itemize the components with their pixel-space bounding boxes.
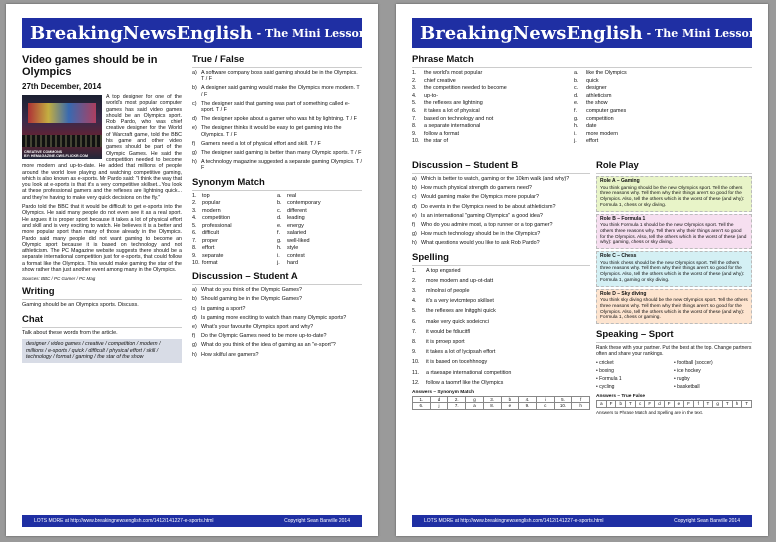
answer-cell: 1. — [413, 397, 431, 404]
answer-cell: 8. — [484, 403, 502, 410]
section-heading-role-play: Role Play — [596, 160, 752, 174]
discussion-question — [412, 204, 590, 210]
discussion-question — [192, 352, 362, 358]
true-false-item — [192, 70, 362, 82]
phrase-end: effort — [586, 138, 599, 145]
answer-cell: j — [431, 403, 449, 410]
item-number: f. — [277, 230, 281, 237]
item-number: 5. — [412, 100, 417, 107]
spelling-text: a rtaesape international competition — [426, 369, 512, 376]
true-false-item — [192, 125, 362, 137]
item-number: d. — [277, 215, 282, 222]
item-number: e. — [574, 100, 579, 107]
answer-cell: T — [626, 401, 636, 408]
phrase-end: date — [586, 123, 597, 130]
discussion-a-list — [192, 287, 362, 358]
answer-cell: g — [713, 401, 723, 408]
item-letter: f) — [192, 333, 196, 340]
item-number: d. — [574, 92, 579, 99]
item-number: f. — [574, 107, 577, 114]
article-sources: Sources: BBC / PC Gamer / PC Mag — [22, 276, 96, 282]
spelling-text: it is prroep sport — [426, 338, 465, 345]
item-number: 6. — [412, 107, 417, 114]
phrase-end: like the Olympics — [586, 70, 627, 76]
phrase-end: more modern — [586, 130, 619, 137]
answer-cell: b — [616, 401, 626, 408]
role-card — [596, 251, 752, 287]
role-card — [596, 289, 752, 325]
true-false-item — [192, 116, 362, 122]
spelling-item — [412, 349, 590, 355]
item-letter: g) — [412, 231, 417, 238]
answer-cell: f — [572, 397, 590, 404]
item-text: Which is better to watch, gaming or the 10km walk (and why)? — [421, 176, 570, 182]
discussion-spelling-column — [412, 160, 590, 510]
true-false-list — [192, 70, 362, 172]
chat-word-box: designer / video games / creative / competition / modern / millions / e-sports / quick / difficult / physical effort / skill / technology / format / gaming / the star of the show — [22, 339, 182, 363]
role-card — [596, 214, 752, 250]
item-number: g. — [277, 237, 282, 244]
synonym-answers-grid — [412, 396, 590, 410]
spelling-item — [412, 380, 590, 386]
phrase-end: the show — [586, 100, 608, 107]
speaking-option: • basketball — [674, 384, 752, 390]
footer-bar — [412, 515, 752, 527]
answer-cell: c — [537, 403, 555, 410]
site-brand: BreakingNewsEnglish — [30, 22, 253, 44]
header-banner — [412, 18, 757, 48]
synonym-match: salaried — [287, 230, 307, 237]
lesson-page-2 — [396, 4, 768, 536]
item-letter: g) — [192, 342, 197, 349]
item-number: a. — [277, 192, 282, 199]
spelling-text: make very quick sodeicnci — [426, 318, 489, 325]
photo-credit: CREATIVE COMMONS BY: HEMAGAZINE.CWS.FLICKR.COM — [24, 150, 89, 158]
answer-cell: T — [742, 401, 752, 408]
answer-cell: T — [704, 401, 714, 408]
item-text: How much physical strength do gamers need? — [421, 185, 532, 192]
item-number: 7. — [412, 115, 417, 122]
answer-cell: f — [694, 401, 704, 408]
item-text: A technology magazine suggested a separate gaming Olympics. T / F — [201, 159, 362, 172]
synonym-word: modern — [202, 207, 221, 214]
answer-cell: c — [636, 401, 646, 408]
spelling-item — [412, 288, 590, 294]
synonym-word: professional — [202, 222, 232, 229]
item-letter: h) — [192, 351, 197, 358]
item-text: Is an international "gaming Olympics" a good idea? — [421, 212, 543, 219]
answers-note: Answers to Phrase Match and Spelling are in the text. — [596, 409, 704, 415]
discussion-question — [412, 185, 590, 191]
synonym-word: popular — [202, 200, 221, 207]
discussion-question — [412, 176, 590, 182]
item-letter: f) — [192, 140, 196, 147]
item-number: 7. — [412, 328, 417, 335]
speaking-option: • ice hockey — [674, 368, 752, 374]
article-paragraph: Pardo told the BBC that it would be difficult to get e-sports into the Olympics. He said many people do not even see it as a real sport. He argues it is proper sport because it takes a lot of physical effort and skill and is very exciting to watch. He believes it is a better and more popular sport than many of those already in the Olympics. Pardo said many people did not want gaming to become an Olympic sport because it is based on technology and not athleticism. The PC Magazine website suggests there should be a separate international competition just for e-sports, that could follow a format like the Olympics. This would make gaming the star of the show rather than just another event among many in the Olympics. — [22, 204, 182, 274]
phrase-match-grid — [412, 70, 752, 144]
item-letter: d) — [412, 203, 417, 210]
phrase-start: it takes a lot of physical — [424, 107, 480, 114]
true-false-item — [192, 150, 362, 156]
answer-cell: T — [723, 401, 733, 408]
synonym-match: different — [287, 207, 307, 214]
item-number: 2. — [412, 77, 417, 84]
spelling-text: it would be fdiucitfl — [426, 328, 471, 335]
synonym-word: separate — [202, 252, 224, 259]
synonym-answers-title: Answers – Synonym Match — [412, 389, 475, 395]
discussion-question — [192, 287, 362, 293]
item-number: i. — [277, 252, 280, 259]
discussion-question — [192, 342, 362, 348]
answer-cell: 10. — [555, 403, 573, 410]
item-text: What do you think of the idea of gaming as an "e-sport"? — [201, 342, 336, 349]
item-text: The designer thinks it would be easy to get gaming into the Olympics. T / F — [201, 125, 342, 138]
spelling-text: the reflexes are lnitgghi quick — [426, 308, 496, 315]
tf-answers-title: Answers – True False — [596, 394, 646, 400]
phrase-start: the world's most popular — [424, 70, 483, 76]
section-heading-discussion-a: Discussion – Student A — [192, 271, 362, 285]
role-card — [596, 176, 752, 212]
synonym-word: competition — [202, 215, 231, 222]
item-text: How skilful are gamers? — [201, 351, 259, 358]
phrase-start: the reflexes are lightning — [424, 100, 483, 107]
answer-cell: e — [675, 401, 685, 408]
item-number: 5. — [412, 308, 417, 315]
item-number: 5. — [192, 222, 197, 229]
item-number: c. — [277, 207, 282, 214]
item-letter: c) — [192, 100, 197, 107]
spelling-text: it is based on tocehhnogy — [426, 359, 488, 366]
item-text: Who do you admire most, a top runner or a top gamer? — [421, 222, 553, 229]
item-number: g. — [574, 115, 579, 122]
footer-copyright: Copyright Sean Banville 2014 — [674, 518, 740, 524]
spelling-text: follow a taomrf like the Olympics — [426, 379, 504, 386]
item-letter: a) — [192, 70, 197, 76]
phrase-end: computer games — [586, 107, 627, 114]
speaking-option: • boxing — [596, 368, 674, 374]
item-number: 2. — [192, 200, 197, 207]
synonym-match-grid — [192, 193, 362, 267]
phrase-end: quick — [586, 77, 599, 84]
spelling-text: more modern and up-ot-datt — [426, 277, 494, 284]
phrase-start: the star of — [424, 138, 448, 145]
section-heading-spelling: Spelling — [412, 252, 590, 266]
spelling-item — [412, 298, 590, 304]
item-letter: a) — [192, 287, 197, 294]
item-text: Do events in the Olympics need to be about athleticism? — [421, 203, 556, 210]
phrase-end: designer — [586, 85, 607, 92]
answer-cell: h — [733, 401, 743, 408]
spelling-item — [412, 359, 590, 365]
article-headline: Video games should be in Olympics — [22, 54, 158, 78]
phrase-start: follow a format — [424, 130, 460, 137]
item-text: Do the Olympic Games need to be more up-to-date? — [201, 333, 327, 340]
item-letter: b) — [192, 296, 197, 303]
speaking-option: • cycling — [596, 384, 674, 390]
section-heading-true-false: True / False — [192, 54, 362, 68]
speaking-option: • football (soccer) — [674, 360, 752, 366]
item-number: b. — [574, 77, 579, 84]
writing-prompt: Gaming should be an Olympics sports. Discuss. — [22, 302, 139, 309]
item-number: h. — [277, 245, 282, 252]
phrase-start: chief creative — [424, 77, 456, 84]
synonym-match: contest — [287, 252, 305, 259]
item-text: Should gaming be in the Olympic Games? — [201, 296, 302, 303]
item-number: 4. — [192, 215, 197, 222]
item-letter: c) — [192, 305, 197, 312]
true-false-item — [192, 141, 362, 147]
item-letter: f) — [412, 222, 416, 229]
section-heading-speaking: Speaking – Sport — [596, 329, 752, 343]
item-text: The designer said that gaming was part of something called e-sport. T / F — [201, 100, 350, 114]
footer-link[interactable]: LOTS MORE at http://www.breakingnewsenglish.com/1412/141227-e-sports.html — [424, 518, 604, 524]
synonym-match: energy — [287, 222, 304, 229]
spelling-item — [412, 308, 590, 314]
item-number: 4. — [412, 298, 417, 305]
section-heading-writing: Writing — [22, 286, 182, 300]
chat-intro: Talk about these words from the article. — [22, 329, 118, 336]
discussion-question — [192, 315, 362, 321]
item-letter: a) — [412, 176, 417, 182]
spelling-item — [412, 268, 590, 274]
item-letter: e) — [412, 212, 417, 219]
item-text: What's your favourite Olympics sport and why? — [201, 323, 314, 330]
synonym-word: proper — [202, 237, 218, 244]
spelling-text: it's a very ievtcmtepo skillset — [426, 298, 494, 305]
item-letter: c) — [412, 194, 417, 201]
phrase-start: the competition needed to become — [424, 85, 507, 92]
discussion-question — [192, 306, 362, 312]
spelling-text: it takes a lot of lycipsah effort — [426, 349, 496, 356]
phrase-start: up-to- — [424, 92, 439, 99]
role-title: Role A – Gaming — [600, 178, 640, 184]
item-number: 10. — [412, 138, 420, 145]
item-number: 6. — [412, 318, 417, 325]
item-number: 8. — [412, 338, 417, 345]
header-banner — [22, 18, 367, 48]
discussion-question — [412, 194, 590, 200]
item-number: 10. — [192, 260, 200, 267]
phrase-end: competition — [586, 115, 614, 122]
speaking-option: • cricket — [596, 360, 674, 366]
true-false-item — [192, 85, 362, 97]
item-number: 8. — [192, 245, 197, 252]
speaking-intro: Rank these with your partner. Put the best at the top. Change partners often and share your rankings. — [596, 345, 752, 358]
footer-bar — [22, 515, 362, 527]
item-text: A software company boss said gaming should be in the Olympics. T / F — [201, 70, 358, 83]
item-letter: b) — [412, 185, 417, 192]
answer-cell: F — [684, 401, 694, 408]
phrase-end: athleticism — [586, 92, 612, 99]
item-number: 8. — [412, 123, 417, 130]
answer-cell: e — [502, 403, 520, 410]
article-date: 27th December, 2014 — [22, 82, 102, 91]
site-subtitle: - The Mini Lesson — [256, 26, 367, 40]
spelling-text: mlnolnsi of people — [426, 288, 470, 294]
item-number: 3. — [412, 288, 417, 294]
footer-link[interactable]: LOTS MORE at http://www.breakingnewsenglish.com/1412/141227-e-sports.html — [34, 518, 214, 524]
synonym-match: leading — [287, 215, 305, 222]
item-number: 11. — [412, 369, 420, 376]
item-letter: h) — [192, 159, 197, 166]
lesson-page-1 — [6, 4, 378, 536]
item-number: h. — [574, 123, 579, 130]
section-heading-discussion-b: Discussion – Student B — [412, 160, 590, 174]
synonym-match: real — [287, 192, 297, 199]
answer-cell: 3. — [484, 397, 502, 404]
item-number: e. — [277, 222, 282, 229]
spelling-list — [412, 268, 590, 386]
synonym-word: effort — [202, 245, 215, 252]
article-column — [22, 54, 182, 510]
section-heading-chat: Chat — [22, 314, 182, 328]
speaking-options — [596, 360, 752, 390]
synonym-word: format — [202, 260, 218, 267]
item-letter: e) — [192, 125, 197, 132]
answer-cell: 4. — [519, 397, 537, 404]
spelling-item — [412, 370, 590, 376]
article-paragraph: A top designer for one of the world's most popular computer games has said video games should be an Olympics sport. Rob Pardo, who was chief creative designer for the World of Warcraft game, told the BBC his game and other video games should be part of the Olympic Games. He said the competition needed to become more modern and up-to-date. He added that millions of people around the world love playing and watching competitive gaming, which is also known as e-sports. Mr Pardo said: "I think the way that you look at e-sports is that it's a very competitive skillset...You look at these professional gamers and the reflexes are lightning quick... and they're having to make very quick decisions on the fly." — [22, 94, 182, 201]
item-text: Would gaming make the Olympics more popular? — [421, 194, 539, 201]
item-letter: d) — [192, 116, 197, 123]
spelling-item — [412, 339, 590, 345]
role-text: You think Formula 1 should be the new Olympics sport. Tell the others three reasons why. Tell them why their things aren't so good for the Olympics. Also, tell the others which is the worst of these (and why): gaming, chess or sky diving. — [600, 223, 747, 246]
item-number: 1. — [412, 70, 417, 76]
phrase-start: based on technology and not — [424, 115, 494, 122]
item-number: 2. — [412, 277, 417, 284]
answer-cell: i — [537, 397, 555, 404]
discussion-question — [412, 231, 590, 237]
synonym-match: hard — [287, 260, 299, 267]
synonym-match: contemporary — [287, 200, 321, 207]
role-text: You think sky diving should be the new Olympics sport. Tell the others three reasons why. Tell them why their things aren't so good for the Olympics. Also, tell the others which is the worst of these (and why): Formula 1, chess or gaming. — [600, 298, 748, 321]
role-title: Role B – Formula 1 — [600, 215, 646, 222]
spelling-item — [412, 319, 590, 325]
answer-cell: F — [645, 401, 655, 408]
synonym-word: top — [202, 192, 210, 199]
section-heading-synonym-match: Synonym Match — [192, 177, 362, 191]
roleplay-speaking-column — [596, 160, 752, 510]
item-text: What questions would you like to ask Rob Pardo? — [421, 240, 540, 247]
item-number: 3. — [412, 85, 417, 92]
answer-cell: d — [431, 397, 449, 404]
answer-cell: h — [572, 403, 590, 410]
item-text: Is gaming a sport? — [201, 305, 246, 312]
true-false-item — [192, 159, 362, 171]
item-letter: b) — [192, 85, 197, 92]
synonym-word: difficult — [202, 230, 220, 237]
true-false-item — [192, 101, 362, 113]
phrase-start: a separate international — [424, 123, 481, 130]
discussion-question — [412, 222, 590, 228]
speaking-option: • Formula 1 — [596, 376, 674, 382]
item-letter: h) — [412, 240, 417, 247]
discussion-b-list — [412, 176, 590, 247]
role-text: You think chess should be the new Olympics sport. Tell the others three reasons why. Tell them why their things aren't so good for the Olympics. Also, tell the others which is the worst of these (and why): Formula 1, gaming or sky diving. — [600, 260, 745, 283]
item-text: What do you think of the Olympic Games? — [201, 287, 302, 294]
discussion-question — [192, 333, 362, 339]
item-text: A designer said gaming would make the Olympics more modern. T / F — [201, 85, 360, 98]
role-text: You think gaming should be the new Olympics sport. Tell the others three reasons why. Tell them why their things aren't so good for the Olympics. Also, tell the others which is the worst of these (and why): Formula 1, chess or sky diving. — [600, 185, 745, 208]
discussion-question — [192, 324, 362, 330]
item-text: Is gaming more exciting to watch than many Olympic sports? — [201, 314, 347, 321]
answer-cell: F — [607, 401, 617, 408]
role-title: Role D – Sky diving — [600, 290, 647, 297]
item-number: 4. — [412, 92, 417, 99]
item-text: Gamers need a lot of physical effort and skill. T / F — [201, 140, 321, 147]
site-brand: BreakingNewsEnglish — [420, 22, 643, 44]
tf-answers-grid — [596, 400, 752, 408]
answer-cell: a — [466, 403, 484, 410]
synonym-match: well-liked — [287, 237, 310, 244]
item-number: 10. — [412, 359, 420, 366]
discussion-question — [412, 213, 590, 219]
item-text: The designer spoke about a gamer who was hit by lightning. T / F — [201, 116, 357, 123]
item-number: 6. — [192, 230, 197, 237]
item-number: 3. — [192, 207, 197, 214]
answer-cell: 2. — [448, 397, 466, 404]
item-number: 9. — [412, 349, 417, 356]
item-number: b. — [277, 200, 282, 207]
role-title: Role C – Chess — [600, 253, 637, 260]
item-letter: d) — [192, 314, 197, 321]
answer-cell: b — [502, 397, 520, 404]
item-letter: g) — [192, 150, 197, 157]
synonym-match: style — [287, 245, 299, 252]
answer-cell: F — [665, 401, 675, 408]
item-number: a. — [574, 70, 579, 76]
answer-cell: 6. — [413, 403, 431, 410]
spelling-item — [412, 278, 590, 284]
item-number: j. — [574, 138, 577, 145]
item-number: 7. — [192, 237, 197, 244]
answer-cell: d — [655, 401, 665, 408]
item-text: The designer said gaming is better than many Olympic sports. T / F — [201, 150, 362, 157]
item-number: c. — [574, 85, 579, 92]
spelling-item — [412, 329, 590, 335]
item-number: i. — [574, 130, 577, 137]
speaking-option: • rugby — [674, 376, 752, 382]
answer-cell: g — [466, 397, 484, 404]
answer-cell: a — [597, 401, 607, 408]
item-text: How much technology should be in the Olympics? — [421, 231, 541, 238]
section-heading-phrase-match: Phrase Match — [412, 54, 752, 68]
exercise-column — [192, 54, 362, 510]
footer-copyright: Copyright Sean Banville 2014 — [284, 518, 350, 524]
answer-cell: 5. — [555, 397, 573, 404]
article-body — [22, 94, 182, 273]
discussion-question — [192, 296, 362, 302]
item-letter: e) — [192, 323, 197, 330]
article-photo — [22, 95, 102, 159]
spelling-text: A top engsried — [426, 267, 461, 274]
site-subtitle: - The Mini Lesson — [646, 26, 757, 40]
item-number: 1. — [192, 192, 197, 199]
discussion-question — [412, 240, 590, 246]
phrase-match-section — [412, 54, 752, 158]
item-number: 9. — [192, 252, 197, 259]
item-number: 12. — [412, 379, 420, 386]
role-play-cards — [596, 176, 752, 324]
answer-cell: 7. — [448, 403, 466, 410]
answer-cell: 9. — [519, 403, 537, 410]
item-number: 9. — [412, 130, 417, 137]
item-number: 1. — [412, 267, 417, 274]
item-number: j. — [277, 260, 280, 267]
